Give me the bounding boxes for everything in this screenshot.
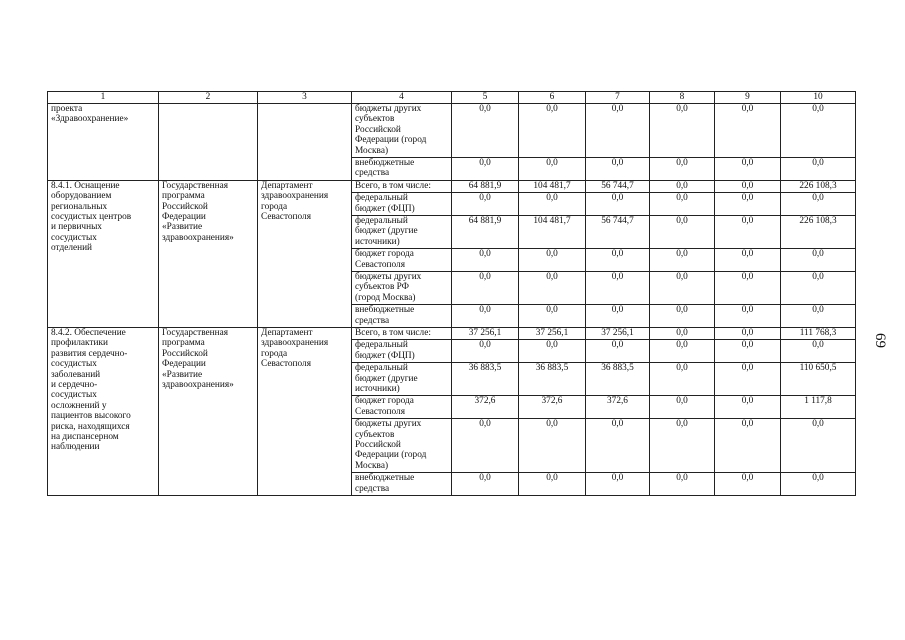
value-cell-col9: 0,0 — [715, 363, 781, 396]
value-cell-col8: 0,0 — [650, 473, 715, 496]
value-cell-col6: 104 481,7 — [519, 180, 586, 192]
value-cell-col10: 226 108,3 — [781, 180, 856, 192]
value-cell-col10: 1 117,8 — [781, 396, 856, 419]
value-cell-col6: 0,0 — [519, 473, 586, 496]
value-cell-col9: 0,0 — [715, 158, 781, 181]
value-cell-col7: 0,0 — [586, 193, 650, 216]
column-header-5: 5 — [452, 92, 519, 104]
value-cell-col5: 36 883,5 — [452, 363, 519, 396]
value-cell-col10: 0,0 — [781, 249, 856, 272]
column-header-8: 8 — [650, 92, 715, 104]
value-cell-col10: 0,0 — [781, 340, 856, 363]
value-cell-col5: 0,0 — [452, 305, 519, 328]
column-header-4: 4 — [352, 92, 452, 104]
value-cell-col9: 0,0 — [715, 396, 781, 419]
value-cell-col7: 0,0 — [586, 104, 650, 158]
table-row — [48, 104, 856, 158]
funding-source-cell: Всего, в том числе: — [352, 327, 452, 339]
value-cell-col8: 0,0 — [650, 396, 715, 419]
value-cell-col8: 0,0 — [650, 327, 715, 339]
funding-source-cell: федеральный бюджет (ФЦП) — [352, 340, 452, 363]
funding-source-cell: бюджет города Севастополя — [352, 249, 452, 272]
value-cell-col10: 111 768,3 — [781, 327, 856, 339]
value-cell-col6: 0,0 — [519, 249, 586, 272]
value-cell-col8: 0,0 — [650, 180, 715, 192]
value-cell-col6: 0,0 — [519, 340, 586, 363]
value-cell-col6: 104 481,7 — [519, 215, 586, 248]
value-cell-col6: 0,0 — [519, 305, 586, 328]
value-cell-col6: 372,6 — [519, 396, 586, 419]
value-cell-col10: 0,0 — [781, 271, 856, 304]
column-header-3: 3 — [258, 92, 352, 104]
program-cell — [159, 104, 258, 181]
column-header-2: 2 — [159, 92, 258, 104]
value-cell-col9: 0,0 — [715, 104, 781, 158]
value-cell-col7: 372,6 — [586, 396, 650, 419]
table-row — [48, 180, 856, 192]
value-cell-col5: 372,6 — [452, 396, 519, 419]
value-cell-col5: 0,0 — [452, 271, 519, 304]
executor-cell: Департамент здравоохранения города Севастополя — [258, 327, 352, 495]
measure-name-cell: 8.4.2. Обеспечение профилактики развития сердечно- сосудистых заболеваний и сердечно- сосудистых осложнений у пациентов высокого риска, находящихся на диспансерном наблюдении — [48, 327, 159, 495]
value-cell-col7: 36 883,5 — [586, 363, 650, 396]
value-cell-col5: 64 881,9 — [452, 215, 519, 248]
value-cell-col7: 0,0 — [586, 473, 650, 496]
value-cell-col6: 0,0 — [519, 419, 586, 473]
funding-source-cell: федеральный бюджет (другие источники) — [352, 215, 452, 248]
value-cell-col6: 0,0 — [519, 193, 586, 216]
value-cell-col10: 0,0 — [781, 104, 856, 158]
funding-source-cell: Всего, в том числе: — [352, 180, 452, 192]
executor-cell: Департамент здравоохранения города Севастополя — [258, 180, 352, 327]
value-cell-col7: 0,0 — [586, 305, 650, 328]
value-cell-col5: 64 881,9 — [452, 180, 519, 192]
value-cell-col6: 0,0 — [519, 104, 586, 158]
value-cell-col5: 0,0 — [452, 340, 519, 363]
funding-source-cell: бюджеты других субъектов РФ (город Москва) — [352, 271, 452, 304]
funding-source-cell: бюджеты других субъектов Российской Федерации (город Москва) — [352, 419, 452, 473]
value-cell-col8: 0,0 — [650, 271, 715, 304]
table-row — [48, 327, 856, 339]
budget-table — [47, 91, 856, 496]
funding-source-cell: федеральный бюджет (ФЦП) — [352, 193, 452, 216]
column-header-1: 1 — [48, 92, 159, 104]
funding-source-cell: внебюджетные средства — [352, 473, 452, 496]
funding-source-cell: внебюджетные средства — [352, 158, 452, 181]
header-row — [48, 92, 856, 104]
value-cell-col9: 0,0 — [715, 249, 781, 272]
page-number: 69 — [872, 333, 888, 348]
value-cell-col10: 0,0 — [781, 158, 856, 181]
value-cell-col9: 0,0 — [715, 419, 781, 473]
value-cell-col9: 0,0 — [715, 340, 781, 363]
column-header-6: 6 — [519, 92, 586, 104]
measure-name-cell: 8.4.1. Оснащение оборудованием региональных сосудистых центров и первичных сосудистых отделений — [48, 180, 159, 327]
column-header-10: 10 — [781, 92, 856, 104]
project-name-cell: проекта «Здравоохранение» — [48, 104, 159, 181]
value-cell-col10: 110 650,5 — [781, 363, 856, 396]
value-cell-col8: 0,0 — [650, 215, 715, 248]
program-cell: Государственная программа Российской Федерации «Развитие здравоохранения» — [159, 327, 258, 495]
funding-source-cell: бюджет города Севастополя — [352, 396, 452, 419]
value-cell-col6: 36 883,5 — [519, 363, 586, 396]
value-cell-col8: 0,0 — [650, 104, 715, 158]
value-cell-col10: 226 108,3 — [781, 215, 856, 248]
value-cell-col10: 0,0 — [781, 473, 856, 496]
executor-cell — [258, 104, 352, 181]
value-cell-col9: 0,0 — [715, 215, 781, 248]
value-cell-col8: 0,0 — [650, 249, 715, 272]
value-cell-col8: 0,0 — [650, 340, 715, 363]
value-cell-col9: 0,0 — [715, 305, 781, 328]
value-cell-col7: 0,0 — [586, 249, 650, 272]
value-cell-col9: 0,0 — [715, 473, 781, 496]
value-cell-col7: 0,0 — [586, 271, 650, 304]
value-cell-col5: 0,0 — [452, 249, 519, 272]
value-cell-col6: 0,0 — [519, 271, 586, 304]
value-cell-col7: 37 256,1 — [586, 327, 650, 339]
value-cell-col7: 56 744,7 — [586, 180, 650, 192]
value-cell-col8: 0,0 — [650, 419, 715, 473]
value-cell-col7: 0,0 — [586, 158, 650, 181]
value-cell-col9: 0,0 — [715, 180, 781, 192]
value-cell-col10: 0,0 — [781, 193, 856, 216]
column-header-7: 7 — [586, 92, 650, 104]
value-cell-col5: 0,0 — [452, 158, 519, 181]
value-cell-col9: 0,0 — [715, 327, 781, 339]
value-cell-col8: 0,0 — [650, 305, 715, 328]
value-cell-col5: 0,0 — [452, 104, 519, 158]
column-header-9: 9 — [715, 92, 781, 104]
funding-source-cell: федеральный бюджет (другие источники) — [352, 363, 452, 396]
value-cell-col5: 37 256,1 — [452, 327, 519, 339]
value-cell-col10: 0,0 — [781, 419, 856, 473]
value-cell-col5: 0,0 — [452, 193, 519, 216]
program-cell: Государственная программа Российской Федерации «Развитие здравоохранения» — [159, 180, 258, 327]
value-cell-col9: 0,0 — [715, 271, 781, 304]
value-cell-col7: 0,0 — [586, 340, 650, 363]
value-cell-col5: 0,0 — [452, 473, 519, 496]
value-cell-col8: 0,0 — [650, 363, 715, 396]
funding-source-cell: бюджеты других субъектов Российской Федерации (город Москва) — [352, 104, 452, 158]
value-cell-col7: 0,0 — [586, 419, 650, 473]
value-cell-col8: 0,0 — [650, 158, 715, 181]
value-cell-col5: 0,0 — [452, 419, 519, 473]
value-cell-col7: 56 744,7 — [586, 215, 650, 248]
value-cell-col8: 0,0 — [650, 193, 715, 216]
value-cell-col9: 0,0 — [715, 193, 781, 216]
funding-source-cell: внебюджетные средства — [352, 305, 452, 328]
value-cell-col10: 0,0 — [781, 305, 856, 328]
value-cell-col6: 0,0 — [519, 158, 586, 181]
value-cell-col6: 37 256,1 — [519, 327, 586, 339]
